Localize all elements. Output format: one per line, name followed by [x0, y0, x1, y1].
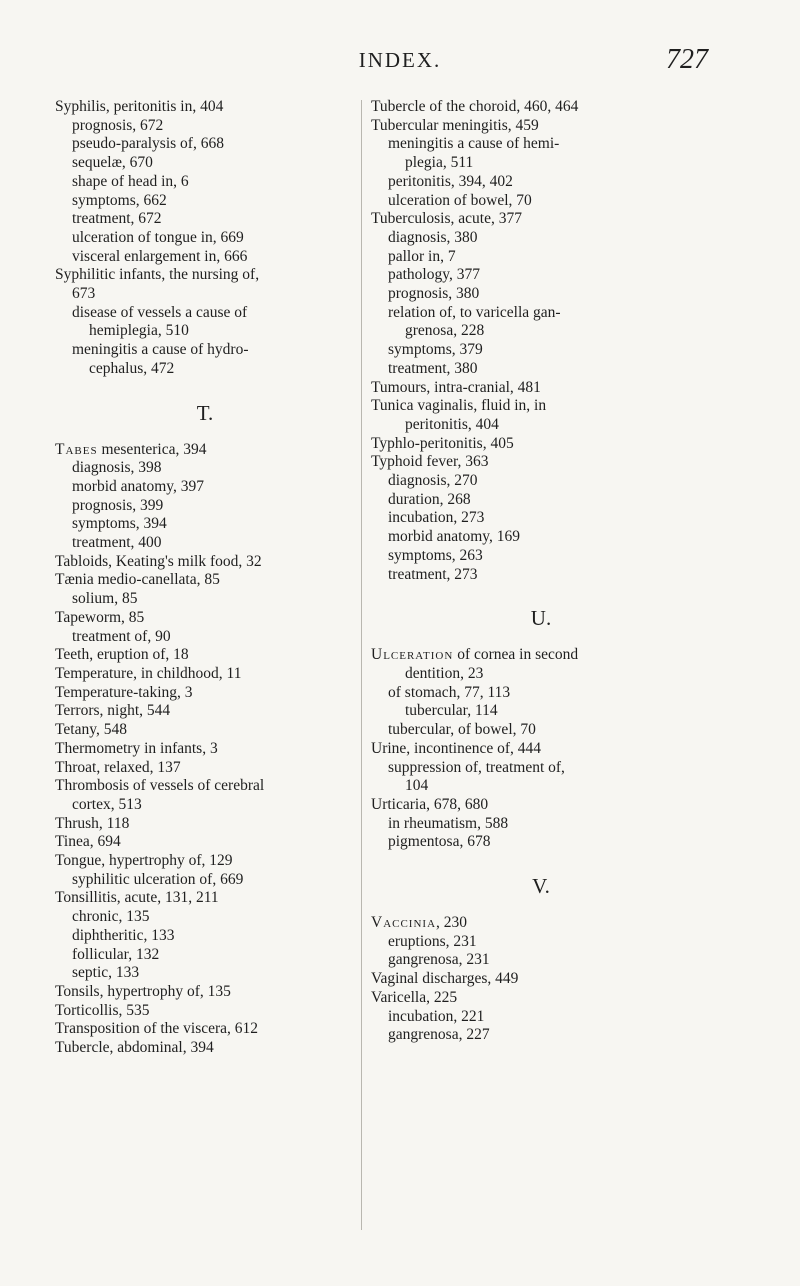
index-subentry: grenosa, 228	[405, 322, 485, 340]
column-divider	[361, 100, 362, 1230]
index-subentry: pseudo-paralysis of, 668	[72, 135, 224, 153]
index-subentry: dentition, 23	[405, 664, 484, 682]
index-subentry: treatment, 380	[388, 359, 478, 377]
index-subentry: chronic, 135	[72, 908, 150, 926]
index-entry: Tumours, intra-cranial, 481	[371, 378, 541, 396]
index-subentry: prognosis, 380	[388, 285, 480, 303]
index-entry: Thermometry in infants, 3	[55, 739, 218, 757]
index-subentry: prognosis, 672	[72, 116, 164, 134]
entry-headword: Tabes	[55, 440, 98, 458]
index-entry: Teeth, eruption of, 18	[55, 646, 189, 664]
index-subentry: tubercular, 114	[405, 702, 498, 720]
entry-rest: , 230	[436, 914, 468, 932]
entry-rest: mesenterica, 394	[97, 440, 207, 458]
index-entry: Tuberculosis, acute, 377	[371, 210, 522, 228]
index-entry: Urticaria, 678, 680	[371, 795, 489, 813]
index-subentry: gangrenosa, 231	[388, 951, 490, 969]
index-subentry: septic, 133	[72, 964, 140, 982]
page-header	[0, 44, 800, 78]
page-title: INDEX.	[358, 48, 442, 72]
index-subentry: duration, 268	[388, 490, 471, 508]
index-entry: Tænia medio-canellata, 85	[55, 571, 220, 589]
index-subentry: peritonitis, 394, 402	[388, 172, 513, 190]
index-subentry: tubercular, of bowel, 70	[388, 721, 536, 739]
index-entry: Tongue, hypertrophy of, 129	[55, 852, 233, 870]
index-subentry: 104	[405, 777, 429, 795]
index-entry: Tubercle, abdominal, 394	[55, 1039, 214, 1057]
index-subentry: ulceration of bowel, 70	[388, 191, 532, 209]
index-subentry: meningitis a cause of hydro-	[72, 341, 249, 359]
index-entry: Thrush, 118	[55, 814, 130, 832]
index-subentry: pathology, 377	[388, 266, 480, 284]
index-column-left	[55, 98, 355, 1058]
index-subentry: eruptions, 231	[388, 932, 477, 950]
index-subentry: symptoms, 379	[388, 341, 483, 359]
index-subentry: in rheumatism, 588	[388, 814, 509, 832]
index-subentry: 673	[72, 285, 96, 303]
index-entry	[371, 646, 711, 665]
index-entry: Terrors, night, 544	[55, 702, 171, 720]
index-subentry: cortex, 513	[72, 795, 142, 813]
index-entry: Tapeworm, 85	[55, 608, 145, 626]
index-entry	[371, 914, 711, 933]
index-subentry: sequelæ, 670	[72, 154, 153, 172]
index-subentry: prognosis, 399	[72, 496, 164, 514]
index-subentry: of stomach, 77, 113	[388, 683, 511, 701]
index-subentry: syphilitic ulceration of, 669	[72, 870, 244, 888]
index-entry: Syphilitic infants, the nursing of,	[55, 266, 260, 284]
index-subentry: treatment, 273	[388, 565, 478, 583]
index-subentry: visceral enlargement in, 666	[72, 247, 248, 265]
index-subentry: relation of, to varicella gan-	[388, 303, 561, 321]
index-subentry: symptoms, 662	[72, 191, 167, 209]
index-subentry: incubation, 221	[388, 1007, 485, 1025]
entry-headword: Vaccinia	[371, 914, 437, 932]
index-entry: Tonsillitis, acute, 131, 211	[55, 889, 219, 907]
index-subentry: suppression of, treatment of,	[388, 758, 565, 776]
index-entry: Typhlo-peritonitis, 405	[371, 434, 514, 452]
index-entry: Tabloids, Keating's milk food, 32	[55, 552, 262, 570]
index-entry: Urine, incontinence of, 444	[371, 739, 542, 757]
index-subentry: diagnosis, 270	[388, 472, 478, 490]
index-subentry: symptoms, 263	[388, 546, 483, 564]
index-entry: Torticollis, 535	[55, 1001, 150, 1019]
index-subentry: follicular, 132	[72, 945, 160, 963]
index-subentry: treatment of, 90	[72, 627, 171, 645]
index-entry	[55, 441, 355, 460]
index-subentry: shape of head in, 6	[72, 172, 189, 190]
entry-rest: of cornea in second	[453, 646, 579, 664]
index-column-right	[371, 98, 711, 1045]
index-entry: Tonsils, hypertrophy of, 135	[55, 982, 231, 1000]
entry-headword: Ulceration	[371, 646, 454, 664]
index-entry: Vaginal discharges, 449	[371, 970, 519, 988]
index-entry: Syphilis, peritonitis in, 404	[55, 98, 224, 115]
index-subentry: meningitis a cause of hemi-	[388, 135, 560, 153]
index-entry: Tubercle of the choroid, 460, 464	[371, 98, 579, 115]
page-number: 727	[666, 44, 708, 75]
index-subentry: disease of vessels a cause of	[72, 303, 248, 321]
index-subentry: diagnosis, 380	[388, 228, 478, 246]
index-entry: Temperature, in childhood, 11	[55, 664, 242, 682]
index-entry: Throat, relaxed, 137	[55, 758, 181, 776]
index-subentry: plegia, 511	[405, 154, 474, 172]
section-letter: T.	[196, 400, 214, 425]
index-entry: Tetany, 548	[55, 721, 127, 739]
index-subentry: hemiplegia, 510	[89, 322, 189, 340]
index-subentry: pigmentosa, 678	[388, 833, 491, 851]
index-subentry: gangrenosa, 227	[388, 1026, 490, 1044]
index-subentry: cephalus, 472	[89, 359, 175, 377]
index-entry: Transposition of the viscera, 612	[55, 1020, 259, 1038]
index-subentry: incubation, 273	[388, 509, 485, 527]
index-subentry: treatment, 672	[72, 210, 162, 228]
index-entry: Tunica vaginalis, fluid in, in	[371, 397, 547, 415]
index-subentry: diagnosis, 398	[72, 459, 162, 477]
index-subentry: treatment, 400	[72, 534, 162, 552]
index-subentry: solium, 85	[72, 590, 138, 608]
index-subentry: symptoms, 394	[72, 515, 167, 533]
section-letter: U.	[530, 606, 552, 631]
index-subentry: morbid anatomy, 397	[72, 477, 205, 495]
index-entry: Tubercular meningitis, 459	[371, 116, 539, 134]
index-entry: Temperature-taking, 3	[55, 683, 193, 701]
index-subentry: diphtheritic, 133	[72, 926, 175, 944]
index-entry: Tinea, 694	[55, 833, 121, 851]
index-entry: Varicella, 225	[371, 988, 458, 1006]
index-entry: Thrombosis of vessels of cerebral	[55, 777, 265, 795]
index-subentry: ulceration of tongue in, 669	[72, 228, 244, 246]
index-entry: Typhoid fever, 363	[371, 453, 489, 471]
index-subentry: peritonitis, 404	[405, 415, 499, 433]
section-letter: V.	[532, 874, 550, 899]
index-subentry: morbid anatomy, 169	[388, 528, 521, 546]
index-subentry: pallor in, 7	[388, 247, 456, 265]
